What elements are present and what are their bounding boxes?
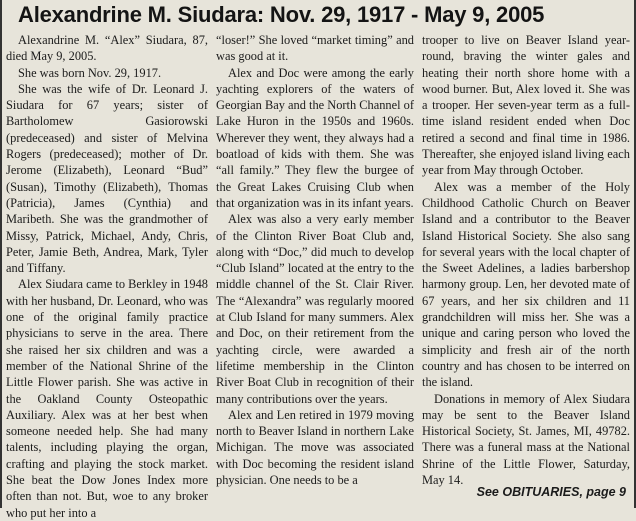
paragraph: Alex and Len retired in 1979 moving north to Beaver Island in northern Lake Michigan. The move was associated with Doc becoming the resident island physician. One needs to be a (216, 407, 414, 488)
continuation-link: See OBITUARIES, page 9 (476, 485, 626, 499)
paragraph: Alexandrine M. “Alex” Siudara, 87, died May 9, 2005. (6, 33, 208, 64)
paragraph: She was born Nov. 29, 1917. (18, 65, 162, 80)
left-border (0, 0, 2, 508)
column-3 (422, 32, 630, 502)
paragraph: Donations in memory of Alex Siudara may be sent to the Beaver Island Historical Society, St. James, MI, 49782. There was a funeral mass at the National Shrine of the Little Flower, Saturday, May 14. (422, 391, 630, 488)
paragraph-continued: “loser!” She loved “market timing” and was good at it. (216, 33, 414, 64)
column-2 (216, 32, 414, 502)
paragraph-continued: trooper to live on Beaver Island year-round, braving the winter gales and heating their north shore home with a wood burner. But, Alex loved it. She was a trooper. Her seven-year term as a full-time island resident ended when Doc retired a second and final time in 1986. Thereafter, she enjoyed island living each year from May through October. (422, 33, 630, 178)
column-1 (6, 32, 208, 520)
paragraph: Alex was a member of the Holy Childhood Catholic Church on Beaver Island and a contributor to the Beaver Island Historical Society. She also sang for several years with the local chapter of the Sweet Adelines, a ladies barbershop harmony group. Len, her devoted mate of 67 years, and her six children and 11 grandchildren will miss her. She was a unique and caring person who loved the simplicity and fresh air of the north country and has chosen to be interred on the island. (422, 179, 630, 390)
paragraph: Alex was also a very early member of the Clinton River Boat Club and, along with “Doc,” did much to develop “Club Island” located at the entry to the middle channel of the St. Clair River. The “Alexandra” was regularly moored at Club Island for many summers. Alex and Doc, on their retirement from the yachting circle, were awarded a lifetime membership in the Clinton River Boat Club in recognition of their many contributions over the years. (216, 212, 414, 406)
paragraph: Alex and Doc were among the early yachting explorers of the waters of Georgian Bay and the North Channel of Lake Huron in the 1950s and 1960s. Wherever they went, they always had a boatload of kids with them. She was “all family.” They flew the burgee of the Great Lakes Cruising Club when that organization was in its infant years. (216, 65, 414, 210)
paragraph: Alex Siudara came to Berkley in 1948 with her husband, Dr. Leonard, who was one of the original family practice physicians to serve in the area. There she raised her six children and was a member of the National Shrine of the Little Flower parish. She was active in the Oakland County Osteopathic Auxiliary. Alex was at her best when someone needed help. She had many talents, including playing the organ, crafting and playing the stock market. She beat the Dow Jones Index more often than not. But, woe to any broker who put her into a (6, 277, 208, 520)
obituary-headline: Alexandrine M. Siudara: Nov. 29, 1917 - May 9, 2005 (18, 2, 545, 27)
paragraph: She was the wife of Dr. Leonard J. Siudara for 67 years; sister of Bartholomew Gasiorowski (predeceased) and sister of Melvina Rogers (predeceased); mother of Dr. Jerome (Elizabeth), Leonard “Bud” (Susan), Timothy (Elizabeth), Thomas (Patricia), James (Cynthia) and Maribeth. She was the grandmother of Missy, Patrick, Michael, Andy, Chris, Peter, Jamie Beth, Andrea, Mark, Tyler and Tiffany. (6, 81, 208, 276)
